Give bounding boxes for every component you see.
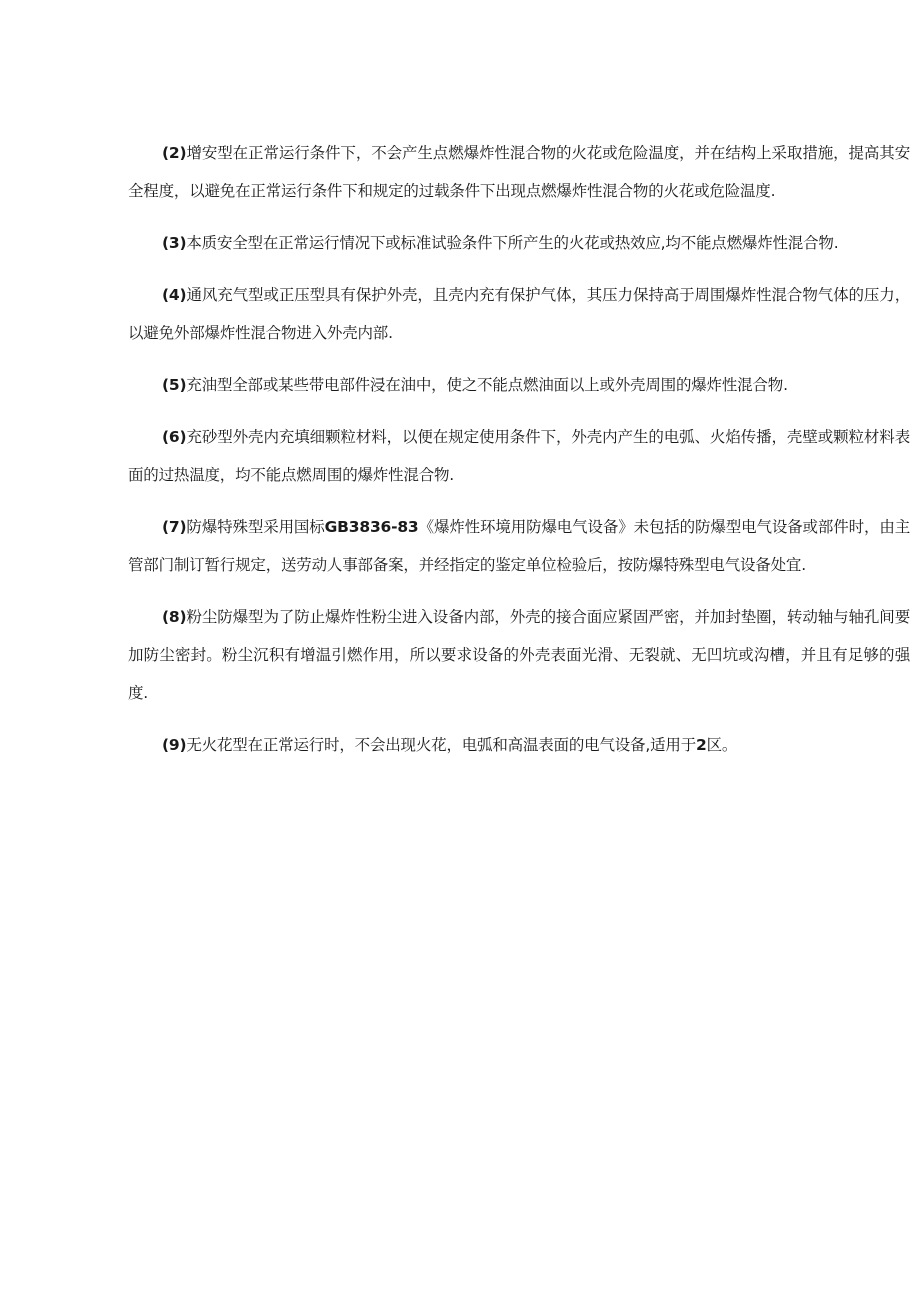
paragraph-text: 粉尘防爆型为了防止爆炸性粉尘进入设备内部，外壳的接合面应紧固严密，并加封垫圈，转动轴与轴孔间要加防尘密封。粉尘沉积有增温引燃作用，所以要求设备的外壳表面光滑、无裂就、无凹坑或沟槽，并且有足够的强度.: [128, 608, 910, 702]
paragraph-text-end: 区。: [706, 736, 738, 754]
paragraph-9: [128, 726, 910, 764]
paragraph-text: 充砂型外壳内充填细颗粒材料，以便在规定使用条件下，外壳内产生的电弧、火焰传播，壳壁或颗粒材料表面的过热温度，均不能点燃周围的爆炸性混合物.: [128, 428, 910, 484]
paragraph-4: [128, 276, 910, 352]
paragraph-3: [128, 224, 910, 262]
paragraph-text: 本质安全型在正常运行情况下或标准试验条件下所产生的火花或热效应,均不能点燃爆炸性混合物.: [186, 234, 839, 252]
standard-code: GB3836-83: [324, 518, 419, 536]
paragraph-text: 增安型在正常运行条件下，不会产生点燃爆炸性混合物的火花或危险温度，并在结构上采取措施，提高其安全程度，以避免在正常运行条件下和规定的过载条件下出现点燃爆炸性混合物的火花或危险温度.: [128, 144, 910, 200]
paragraph-text: 通风充气型或正压型具有保护外壳，且壳内充有保护气体，其压力保持高于周围爆炸性混合物气体的压力，以避免外部爆炸性混合物进入外壳内部.: [128, 286, 910, 342]
paragraph-6: [128, 418, 910, 494]
paragraph-number: (6): [162, 428, 187, 446]
paragraph-number: (4): [162, 286, 187, 304]
document-body: [128, 134, 910, 778]
paragraph-text-start: 防爆特殊型采用国标: [186, 518, 325, 536]
paragraph-text-start: 无火花型在正常运行时，不会出现火花，电弧和高温表面的电气设备,适用于: [186, 736, 696, 754]
paragraph-8: [128, 598, 910, 712]
paragraph-number: (5): [162, 376, 187, 394]
paragraph-number: (3): [162, 234, 187, 252]
paragraph-number: (9): [162, 736, 187, 754]
paragraph-5: [128, 366, 910, 404]
paragraph-text-end: 《爆炸性环境用防爆电气设备》未包括的防爆型电气设备或部件时，由主管部门制订暂行规定，送劳动人事部备案，并经指定的鉴定单位检验后，按防爆特殊型电气设备处宜.: [128, 518, 910, 574]
paragraph-7: [128, 508, 910, 584]
zone-number: 2: [696, 736, 707, 754]
paragraph-number: (2): [162, 144, 187, 162]
paragraph-2: [128, 134, 910, 210]
paragraph-number: (7): [162, 518, 187, 536]
paragraph-text: 充油型全部或某些带电部件浸在油中，使之不能点燃油面以上或外壳周围的爆炸性混合物.: [186, 376, 788, 394]
paragraph-number: (8): [162, 608, 187, 626]
